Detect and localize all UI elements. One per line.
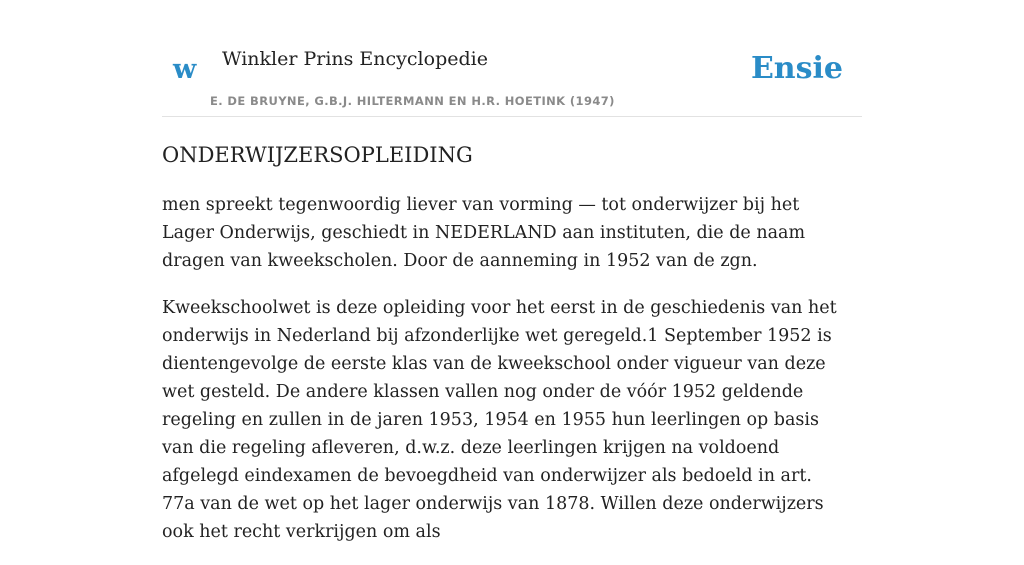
- brand-logo-link[interactable]: Ensie: [750, 51, 843, 86]
- book-title[interactable]: Winkler Prins Encyclopedie: [222, 48, 488, 70]
- article-body: [162, 191, 842, 546]
- site-header: [162, 0, 862, 117]
- site-logo[interactable]: w: [173, 54, 197, 85]
- article-paragraph: men spreekt tegenwoordig liever van vorming — tot onderwijzer bij het Lager Onderwijs, geschiedt in NEDERLAND aan instituten, die de naam dragen van kweekscholen. Door de aanneming in 1952 van de zgn.: [162, 195, 806, 271]
- article-title: ONDERWIJZERSOPLEIDING: [162, 143, 473, 167]
- article-paragraph: Kweekschoolwet is deze opleiding voor het eerst in de geschiedenis van het onderwijs in Nederland bij afzonderlijke wet geregeld.1 September 1952 is dientengevolge de eerste klas van de kweekschool onder vigueur van deze wet gesteld. De andere klassen vallen nog onder de vóór 1952 geldende regeling en zullen in de jaren 1953, 1954 en 1955 hun leerlingen op basis van die regeling afleveren, d.w.z. deze leerlingen krijgen na voldoend afgelegd eindexamen de bevoegdheid van onderwijzer als bedoeld in art. 77a van de wet op het lager onderwijs van 1878. Willen deze onderwijzers ook het recht verkrijgen om als: [162, 298, 837, 542]
- article: [162, 138, 842, 565]
- book-authors: E. DE BRUYNE, G.B.J. HILTERMANN EN H.R. HOETINK (1947): [210, 94, 615, 108]
